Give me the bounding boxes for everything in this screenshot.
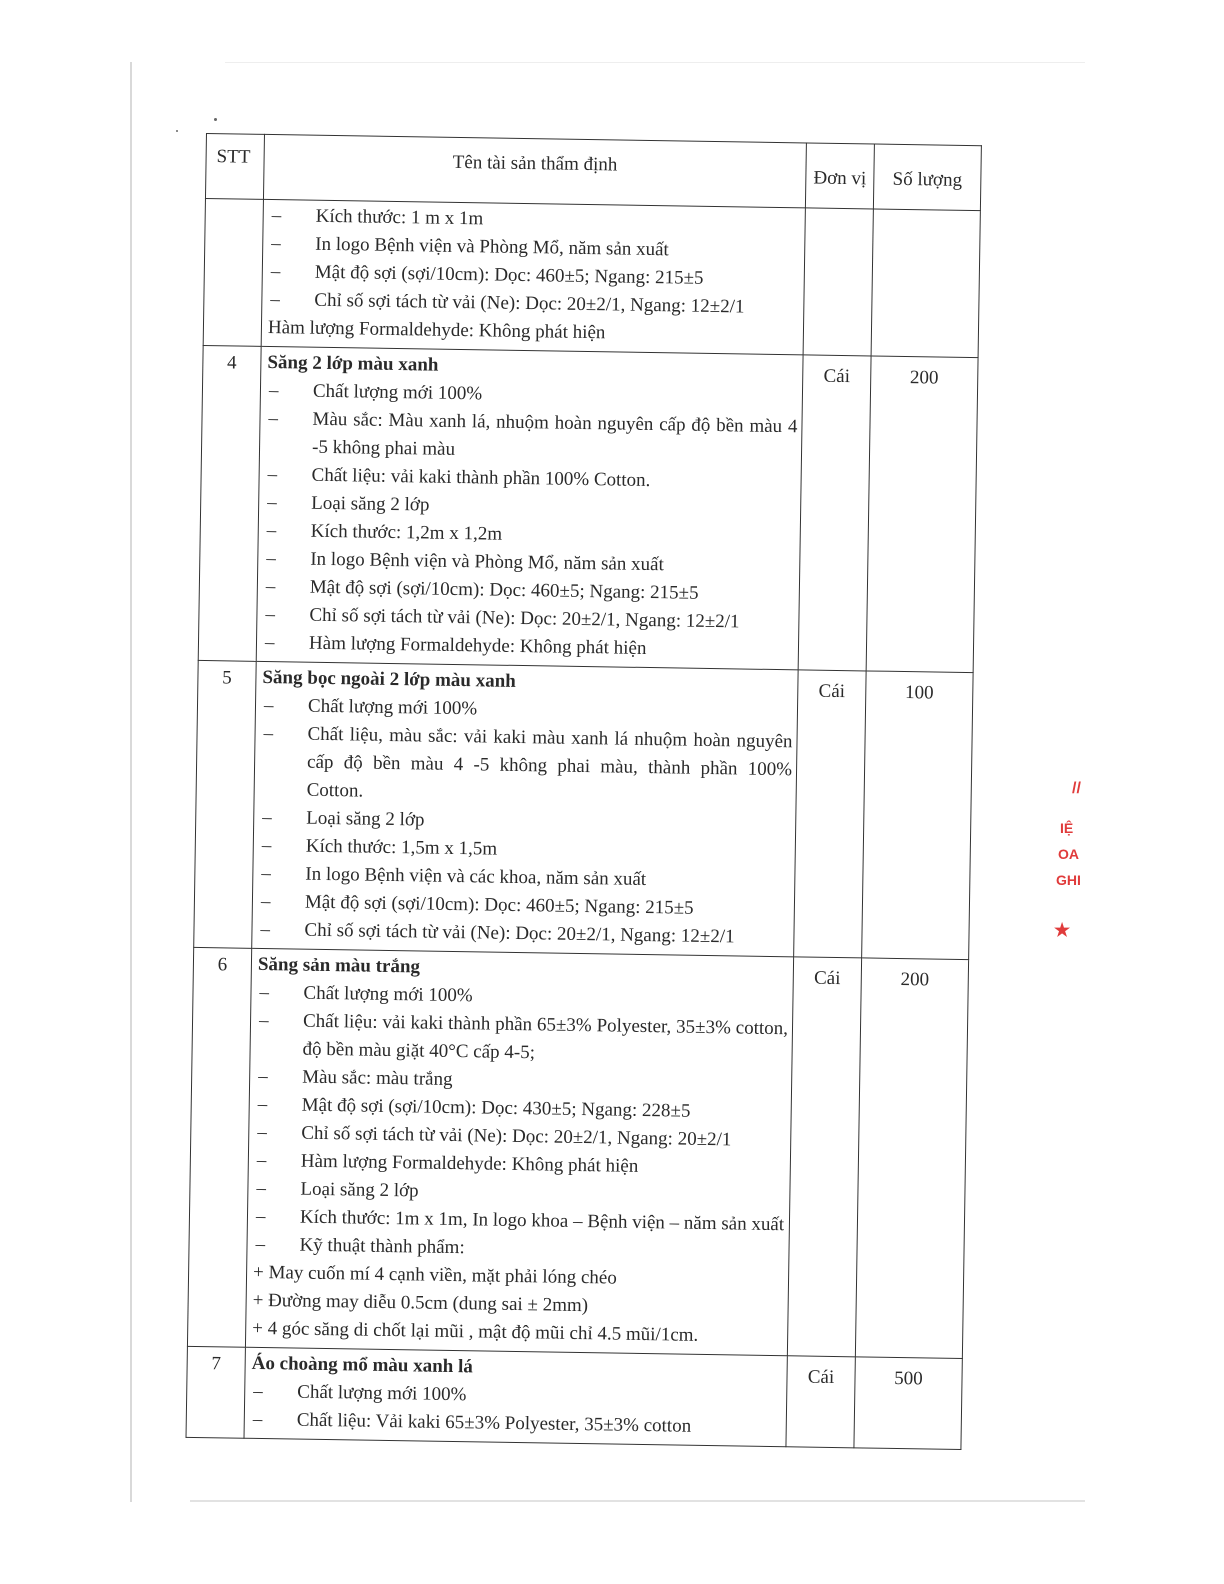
stamp-text-line: OA [1058, 846, 1079, 862]
stamp-mark: // [1072, 780, 1081, 797]
asset-appraisal-table [186, 133, 982, 1450]
plus-item: + 4 góc săng di chốt lại mũi , mật độ mũi chỉ 4.5 mũi/1cm. [252, 1317, 699, 1346]
table-row-continuation [203, 198, 980, 357]
dash-bullet: – [257, 1121, 267, 1144]
dash-bullet: – [271, 233, 281, 255]
spec-text: In logo Bệnh viện và Phòng Mổ, năm sản xuất [310, 548, 665, 576]
header-unit: Đơn vị [805, 143, 874, 209]
dash-bullet: – [256, 1177, 267, 1200]
dash-bullet: – [260, 890, 271, 913]
spec-text: Mật độ sợi (sợi/10cm): Dọc: 460±5; Ngang: 215±5 [304, 891, 694, 919]
dash-bullet: – [270, 261, 281, 283]
row-stt: 6 [187, 947, 251, 1347]
row-description [244, 1347, 787, 1447]
row-description [256, 346, 803, 669]
dash-bullet: – [267, 492, 277, 514]
dash-bullet: – [265, 603, 276, 626]
row-quantity: 100 [862, 671, 973, 960]
header-stt: STT [205, 134, 264, 200]
row-unit: Cái [798, 355, 871, 671]
item-title: Săng 2 lớp màu xanh [267, 351, 439, 376]
dash-bullet: – [261, 834, 272, 857]
spec-text: Chỉ số sợi tách từ vải (Ne): Dọc: 20±2/1, Ngang: 12±2/1 [309, 604, 740, 633]
spec-text: Hàm lượng Formaldehyde: Không phát hiện [308, 632, 647, 659]
spec-text: In logo Bệnh viện và các khoa, năm sản xuất [305, 863, 647, 891]
spec-text: Chỉ số sợi tách từ vải (Ne): Dọc: 20±2/1, Ngang: 20±2/1 [301, 1122, 732, 1151]
spec-text: Loại săng 2 lớp [300, 1178, 419, 1202]
spec-text: Màu sắc: Màu xanh lá, nhuộm hoàn nguyên cấp độ bền màu 4 -5 không phai màu [311, 408, 798, 460]
spec-text: Mật độ sợi (sợi/10cm): Dọc: 460±5; Ngang: 215±5 [309, 576, 699, 604]
dash-bullet: – [253, 1380, 263, 1403]
table-row [187, 947, 968, 1358]
dash-bullet: – [262, 806, 272, 829]
dash-bullet: – [270, 289, 281, 311]
spec-item [260, 720, 792, 812]
row-unit: Cái [786, 1356, 855, 1448]
table-row [186, 1346, 962, 1449]
dash-bullet: – [255, 1233, 266, 1256]
dash-bullet: – [257, 1093, 268, 1116]
spec-text: Loại săng 2 lớp [306, 807, 425, 831]
spec-text: Loại săng 2 lớp [311, 492, 430, 516]
red-stamp-fragment [1050, 770, 1090, 950]
row-quantity: 500 [854, 1357, 962, 1450]
spec-line: Hàm lượng Formaldehyde: Không phát hiện [267, 316, 606, 344]
dash-bullet: – [267, 464, 278, 486]
dash-bullet: – [268, 380, 279, 402]
dash-bullet: – [256, 1149, 267, 1172]
spec-list [268, 202, 801, 322]
spec-text: Chất liệu, màu sắc: vải kaki màu xanh lá nhuộm hoàn nguyên cấp độ bền màu 4 -5 không phai màu, thành phần 100% Cotton. [306, 723, 793, 802]
table-row [194, 660, 973, 959]
spec-text: Chất liệu: vải kaki thành phần 65±3% Polyester, 35±3% cotton, độ bền màu giặt 40°C cấp 4-5; [302, 1010, 789, 1064]
plus-item: + Đường may diễu 0.5cm (dung sai ± 2mm) [252, 1289, 589, 1317]
dash-bullet: – [263, 722, 274, 745]
item-title: Săng sản màu trắng [257, 953, 421, 978]
row-unit: Cái [787, 957, 861, 1357]
scan-edge-bottom [190, 1500, 1085, 1502]
dash-bullet: – [271, 205, 282, 227]
spec-text: Kích thước: 1,5m x 1,5m [305, 835, 498, 860]
dash-bullet: – [266, 548, 276, 570]
scan-speck [214, 118, 217, 121]
table-row [198, 345, 978, 672]
stamp-star-icon: ★ [1054, 920, 1071, 940]
dash-bullet: – [258, 1009, 269, 1032]
spec-text: Kỹ thuật thành phẩm: [299, 1234, 465, 1259]
stamp-text-line: IỆ [1060, 820, 1074, 836]
dash-bullet: – [268, 408, 279, 430]
header-quantity: Số lượng [873, 144, 981, 211]
spec-text: Kích thước: 1,2m x 1,2m [310, 520, 503, 545]
spec-text: Mật độ sợi (sợi/10cm): Dọc: 430±5; Ngang: 228±5 [301, 1094, 691, 1122]
spec-text: Chất lượng mới 100% [312, 380, 483, 405]
row-description [261, 199, 805, 354]
table-header-row [205, 134, 981, 211]
item-title: Áo choàng mổ màu xanh lá [251, 1352, 473, 1378]
stamp-text-line: GHI [1056, 872, 1081, 888]
spec-text: Màu sắc: màu trắng [302, 1066, 453, 1090]
dash-bullet: – [258, 1065, 268, 1088]
spec-text: Chất lượng mới 100% [297, 1381, 467, 1406]
spec-text: Kích thước: 1 m x 1m [315, 205, 484, 230]
row-stt: 7 [186, 1346, 245, 1438]
row-stt: 4 [198, 345, 261, 661]
dash-bullet: – [252, 1408, 263, 1431]
scan-speck [176, 130, 178, 132]
row-unit [803, 208, 873, 356]
spec-text: In logo Bệnh viện và Phòng Mổ, năm sản xuất [315, 233, 669, 261]
spec-item [266, 405, 798, 469]
row-description [252, 661, 798, 956]
row-stt: 5 [194, 660, 257, 948]
row-unit: Cái [794, 670, 866, 958]
spec-text: Chất liệu: vải kaki thành phần 100% Cotton. [311, 464, 651, 492]
row-quantity: 200 [866, 356, 978, 673]
dash-bullet: – [255, 1205, 266, 1228]
scan-edge-top [225, 62, 1085, 63]
spec-text: Chất liệu: Vải kaki 65±3% Polyester, 35±3% cotton [296, 1409, 692, 1437]
dash-bullet: – [266, 520, 277, 542]
dash-bullet: – [265, 575, 276, 598]
item-title: Săng bọc ngoài 2 lớp màu xanh [262, 666, 516, 692]
dash-bullet: – [263, 694, 274, 717]
dash-bullet: – [259, 981, 270, 1004]
dash-bullet: – [261, 862, 272, 885]
row-stt [203, 198, 263, 346]
dash-bullet: – [264, 631, 275, 654]
row-description [245, 948, 793, 1355]
plus-item: + May cuốn mí 4 cạnh viền, mặt phải lóng chéo [252, 1261, 617, 1289]
spec-text: Hàm lượng Formaldehyde: Không phát hiện [300, 1150, 639, 1177]
spec-text: Chất lượng mới 100% [307, 695, 478, 720]
spec-text: Chỉ số sợi tách từ vải (Ne): Dọc: 20±2/1, Ngang: 12±2/1 [314, 289, 745, 318]
spec-text: Chất lượng mới 100% [303, 982, 473, 1007]
spec-text: Chỉ số sợi tách từ vải (Ne): Dọc: 20±2/1, Ngang: 12±2/1 [304, 919, 735, 948]
spec-text: Mật độ sợi (sợi/10cm): Dọc: 460±5; Ngang: 215±5 [314, 261, 704, 289]
header-asset-name: Tên tài sản thẩm định [263, 134, 806, 208]
row-quantity [871, 209, 980, 358]
dash-bullet: – [260, 918, 271, 941]
document-page [186, 133, 996, 1437]
row-quantity: 200 [855, 958, 968, 1359]
spec-item [256, 1007, 788, 1071]
scan-edge-left [130, 62, 132, 1502]
spec-text: Kích thước: 1m x 1m, In logo khoa – Bệnh viện – năm sản xuất [299, 1206, 785, 1236]
